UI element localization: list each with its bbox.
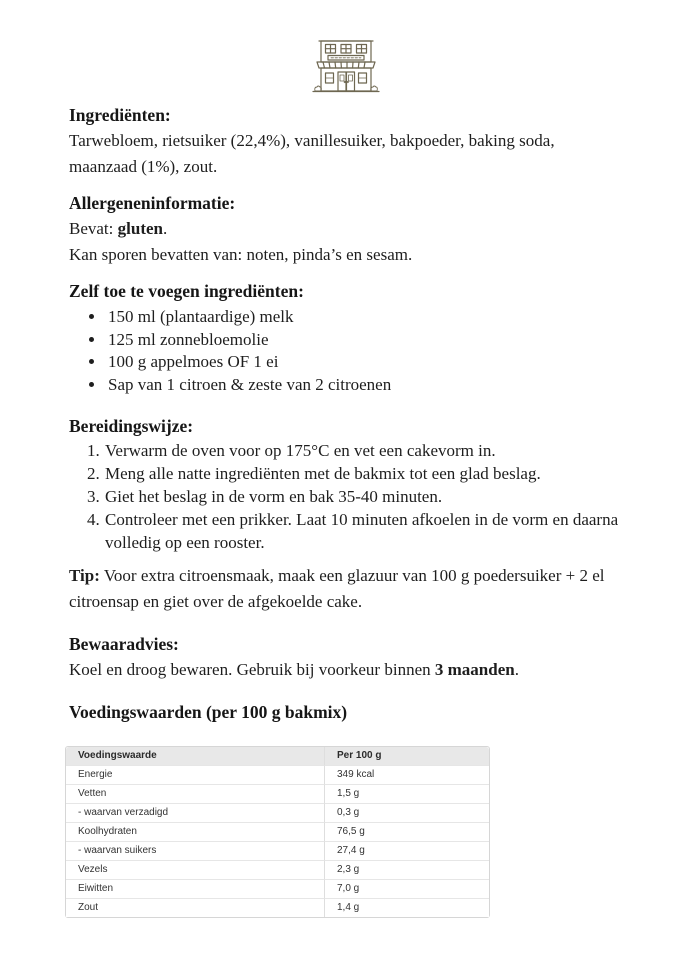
nutrient-value: 349 kcal	[324, 765, 489, 784]
nutrient-label: Vezels	[66, 860, 324, 879]
nutrient-label: Vetten	[66, 784, 324, 803]
nutrient-value: 2,3 g	[324, 860, 489, 879]
ingredients-text: Tarwebloem, rietsuiker (22,4%), vanillesuiker, bakpoeder, baking soda, maanzaad (1%), zout.	[69, 131, 555, 176]
storefront-sketch-icon	[302, 36, 390, 96]
nutrient-label: Eiwitten	[66, 879, 324, 898]
table-header-row	[66, 747, 489, 765]
table-row	[66, 860, 489, 879]
nutrient-value: 1,5 g	[324, 784, 489, 803]
storage-text-bold: 3 maanden	[434, 659, 515, 679]
label-content	[69, 102, 625, 918]
allergens-contains-bold: gluten	[117, 219, 163, 238]
tip-text	[69, 563, 625, 615]
table-row	[66, 898, 489, 917]
nutrient-value: 0,3 g	[324, 803, 489, 822]
preparation-steps	[69, 439, 625, 554]
list-item: Giet het beslag in de vorm en bak 35-40 minuten.	[105, 486, 443, 506]
nutrient-value: 27,4 g	[324, 841, 489, 860]
section-allergens	[69, 190, 625, 268]
nutrient-value: 1,4 g	[324, 898, 489, 917]
section-preparation	[69, 413, 625, 554]
storage-text-prefix: Koel en droog bewaren. Gebruik bij voorkeur binnen	[69, 659, 435, 679]
table-row	[66, 784, 489, 803]
ingredients-heading: Ingrediënten:	[69, 105, 171, 125]
list-item: • Sap van 1 citroen & zeste van 2 citroenen	[106, 374, 625, 397]
list-item: Verwarm de oven voor op 175°C en vet een cakevorm in.	[105, 440, 496, 460]
table-row	[66, 765, 489, 784]
add-yourself-heading: Zelf toe te voegen ingrediënten:	[69, 281, 304, 301]
list-item: • 100 g appelmoes OF 1 ei	[106, 351, 625, 374]
preparation-heading: Bereidingswijze:	[69, 415, 194, 436]
section-add-yourself	[69, 278, 625, 397]
nutrient-value: 76,5 g	[324, 822, 489, 841]
list-item: • 125 ml zonnebloemolie	[106, 329, 625, 352]
allergens-contains-suffix: .	[162, 219, 168, 238]
table-header-per100g: Per 100 g	[324, 747, 489, 765]
nutrient-label: Koolhydraten	[66, 822, 324, 841]
logo-container	[0, 0, 691, 96]
nutrient-label: - waarvan verzadigd	[66, 803, 324, 822]
section-storage	[69, 631, 625, 683]
storage-text-suffix: .	[514, 659, 519, 679]
nutrient-label: - waarvan suikers	[66, 841, 324, 860]
allergens-contains-prefix: Bevat:	[69, 219, 118, 238]
table-row	[66, 803, 489, 822]
add-yourself-list	[69, 306, 625, 397]
section-nutrition	[69, 699, 625, 918]
allergens-heading: Allergeneninformatie:	[69, 193, 236, 213]
table-header-nutrient: Voedingswaarde	[66, 747, 324, 765]
nutrition-table	[65, 746, 490, 918]
table-row	[66, 879, 489, 898]
tip-body: Voor extra citroensmaak, maak een glazuur van 100 g poedersuiker + 2 el citroensap en giet over de afgekoelde cake.	[69, 565, 605, 611]
section-tip	[69, 563, 625, 615]
nutrient-label: Energie	[66, 765, 324, 784]
list-item: Meng alle natte ingrediënten met de bakmix tot een glad beslag.	[105, 463, 541, 483]
nutrient-label: Zout	[66, 898, 324, 917]
list-item: Controleer met een prikker. Laat 10 minuten afkoelen in de vorm en daarna volledig op een rooster.	[105, 509, 619, 552]
list-item: • 150 ml (plantaardige) melk	[106, 306, 625, 329]
nutrient-value: 7,0 g	[324, 879, 489, 898]
table-row	[66, 841, 489, 860]
allergens-contains	[69, 216, 625, 242]
storage-heading: Bewaaradvies:	[69, 633, 179, 654]
table-row	[66, 822, 489, 841]
section-ingredients	[69, 102, 625, 180]
tip-label: Tip:	[69, 565, 100, 585]
storage-text	[69, 657, 625, 683]
nutrition-heading: Voedingswaarden (per 100 g bakmix)	[69, 701, 348, 722]
allergens-traces: Kan sporen bevatten van: noten, pinda’s en sesam.	[69, 245, 413, 264]
